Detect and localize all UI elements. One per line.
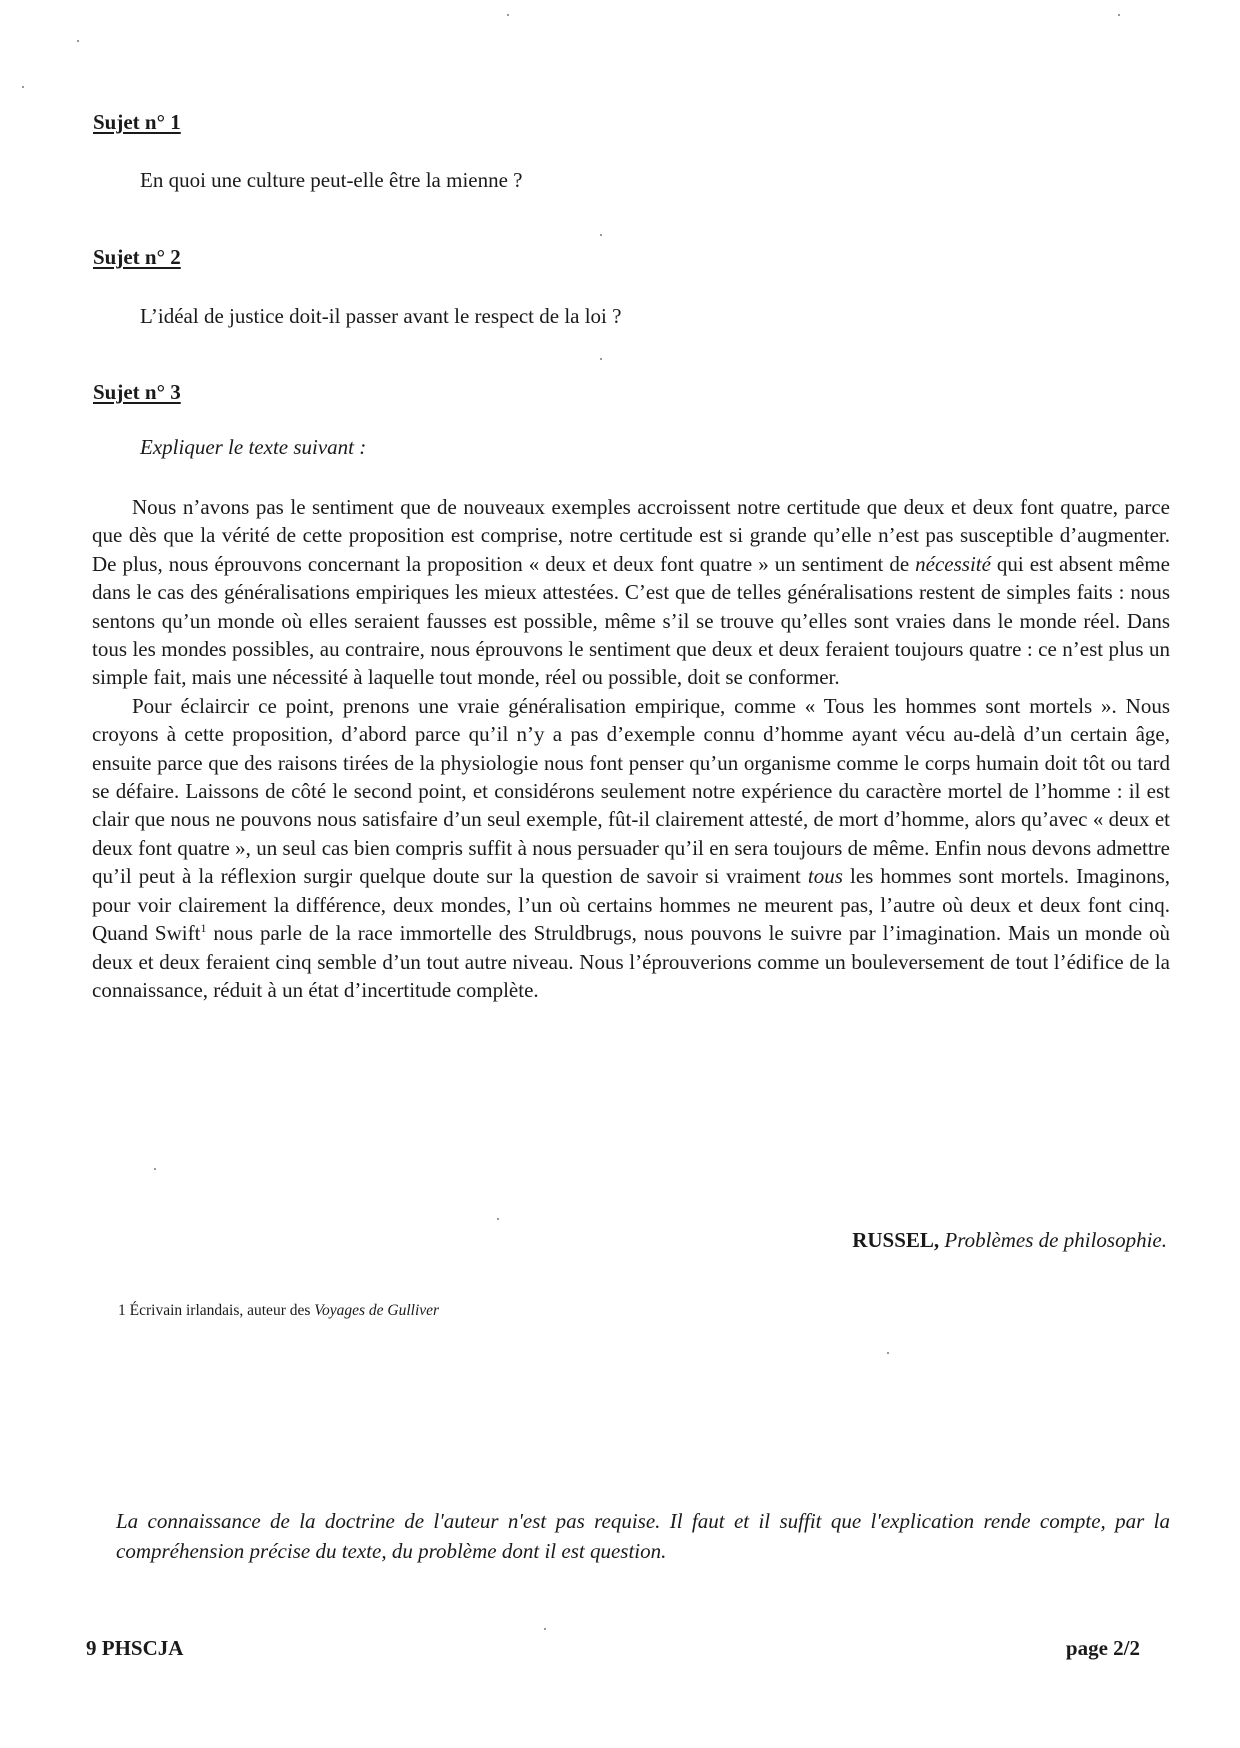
p1-text-a: Nous n’avons pas le sentiment que de nouveaux exemples accroissent notre certitude que deux et deux font quatre, parce que dès que la vérité de cette proposition est comprise, notre certitude est si grande qu’elle n’est pas susceptible d’augmenter. De plus, nous éprouvons concernant la proposition « deux et deux font quatre » un sentiment de <box>92 495 1170 576</box>
p2-text-a: Pour éclaircir ce point, prenons une vraie généralisation empirique, comme « Tous les hommes sont mortels ». Nous croyons à cette proposition, d’abord parce qu’il n’y a pas d’exemple connu d’homme ayant vécu au-delà d’un certain âge, ensuite parce que des raisons tirées de la physiologie nous font penser qu’un organisme comme le corps humain doit tôt ou tard se défaire. Laissons de côté le second point, et considérons seulement notre expérience du caractère mortel de l’homme : il est clair que nous ne pouvons nous satisfaire d’un seul exemple, fût-il clairement attesté, de mort d’homme, alors qu’avec « deux et deux font quatre », un seul cas bien compris suffit à nous persuader qu’il en sera toujours de même. Enfin nous devons admettre qu’il peut à la réflexion surgir quelque doute sur la question de savoir si vraiment <box>92 693 1170 889</box>
p1-emphasis: nécessité <box>915 551 991 576</box>
p2-text-b: les hommes sont mortels. Imaginons, pour voir clairement la différence, deux mondes, l’un où certains hommes ne meurent pas, l’autre où deux et deux font cinq. Quand Swift <box>92 864 1170 946</box>
scan-speck <box>887 1352 889 1354</box>
attribution <box>852 1228 1167 1253</box>
sujet-2-question: L’idéal de justice doit-il passer avant le respect de la loi ? <box>140 304 622 328</box>
instruction-note: La connaissance de la doctrine de l'auteur n'est pas requise. Il faut et il suffit que l'explication rende compte, par la compréhension précise du texte, du problème dont il est question. <box>116 1509 1170 1563</box>
scan-speck <box>154 1168 156 1170</box>
text-excerpt <box>92 493 1170 1004</box>
attribution-work: Problèmes de philosophie. <box>944 1228 1167 1252</box>
sujet-1-question: En quoi une culture peut-elle être la mienne ? <box>140 168 523 192</box>
p1-text-b: qui est absent même dans le cas des généralisations empiriques les mieux attestées. C’est que de telles généralisations restent de simples faits : nous sentons qu’un monde où elles seraient fausses est possible, même s’il se trouve qu’elles sont vraies dans le monde réel. Dans tous les mondes possibles, au contraire, nous éprouvons le sentiment que deux et deux feraient toujours quatre : ce n’est plus un simple fait, mais une nécessité à laquelle tout monde, réel ou possible, doit se conformer. <box>92 551 1170 690</box>
scan-speck <box>507 14 509 16</box>
sujet-2-heading: Sujet n° 2 <box>93 245 181 269</box>
attribution-author: RUSSEL, <box>852 1228 940 1252</box>
footnote-marker: 1 <box>200 921 207 936</box>
sujet-3-heading: Sujet n° 3 <box>93 380 181 404</box>
footnote-work: Voyages de Gulliver <box>314 1302 440 1319</box>
footer-code: 9 PHSCJA <box>86 1636 184 1660</box>
p2-text-c: nous parle de la race immortelle des Struldbrugs, nous pouvons le suivre par l’imagination. Mais un monde où deux et deux feraient cinq semble d’un tout autre niveau. Nous l’éprouverions comme un bouleversement de tout l’édifice de la connaissance, réduit à un état d’incertitude complète. <box>92 921 1170 1002</box>
text-paragraph-2 <box>92 692 1170 1004</box>
p2-emphasis: tous <box>807 864 843 889</box>
scan-speck <box>1118 14 1120 16</box>
scan-speck <box>22 86 24 88</box>
scan-speck <box>77 40 79 42</box>
scan-speck <box>600 358 602 360</box>
footnote-text: 1 Écrivain irlandais, auteur des <box>118 1302 315 1319</box>
text-paragraph-1 <box>92 493 1170 692</box>
sujet-3-instruction: Expliquer le texte suivant : <box>140 435 367 459</box>
scan-speck <box>497 1218 499 1220</box>
footer-page-number: page 2/2 <box>1065 1636 1140 1660</box>
scan-speck <box>600 234 602 236</box>
sujet-1-heading: Sujet n° 1 <box>93 110 181 134</box>
footnote <box>118 1302 439 1320</box>
scan-speck <box>544 1628 546 1630</box>
